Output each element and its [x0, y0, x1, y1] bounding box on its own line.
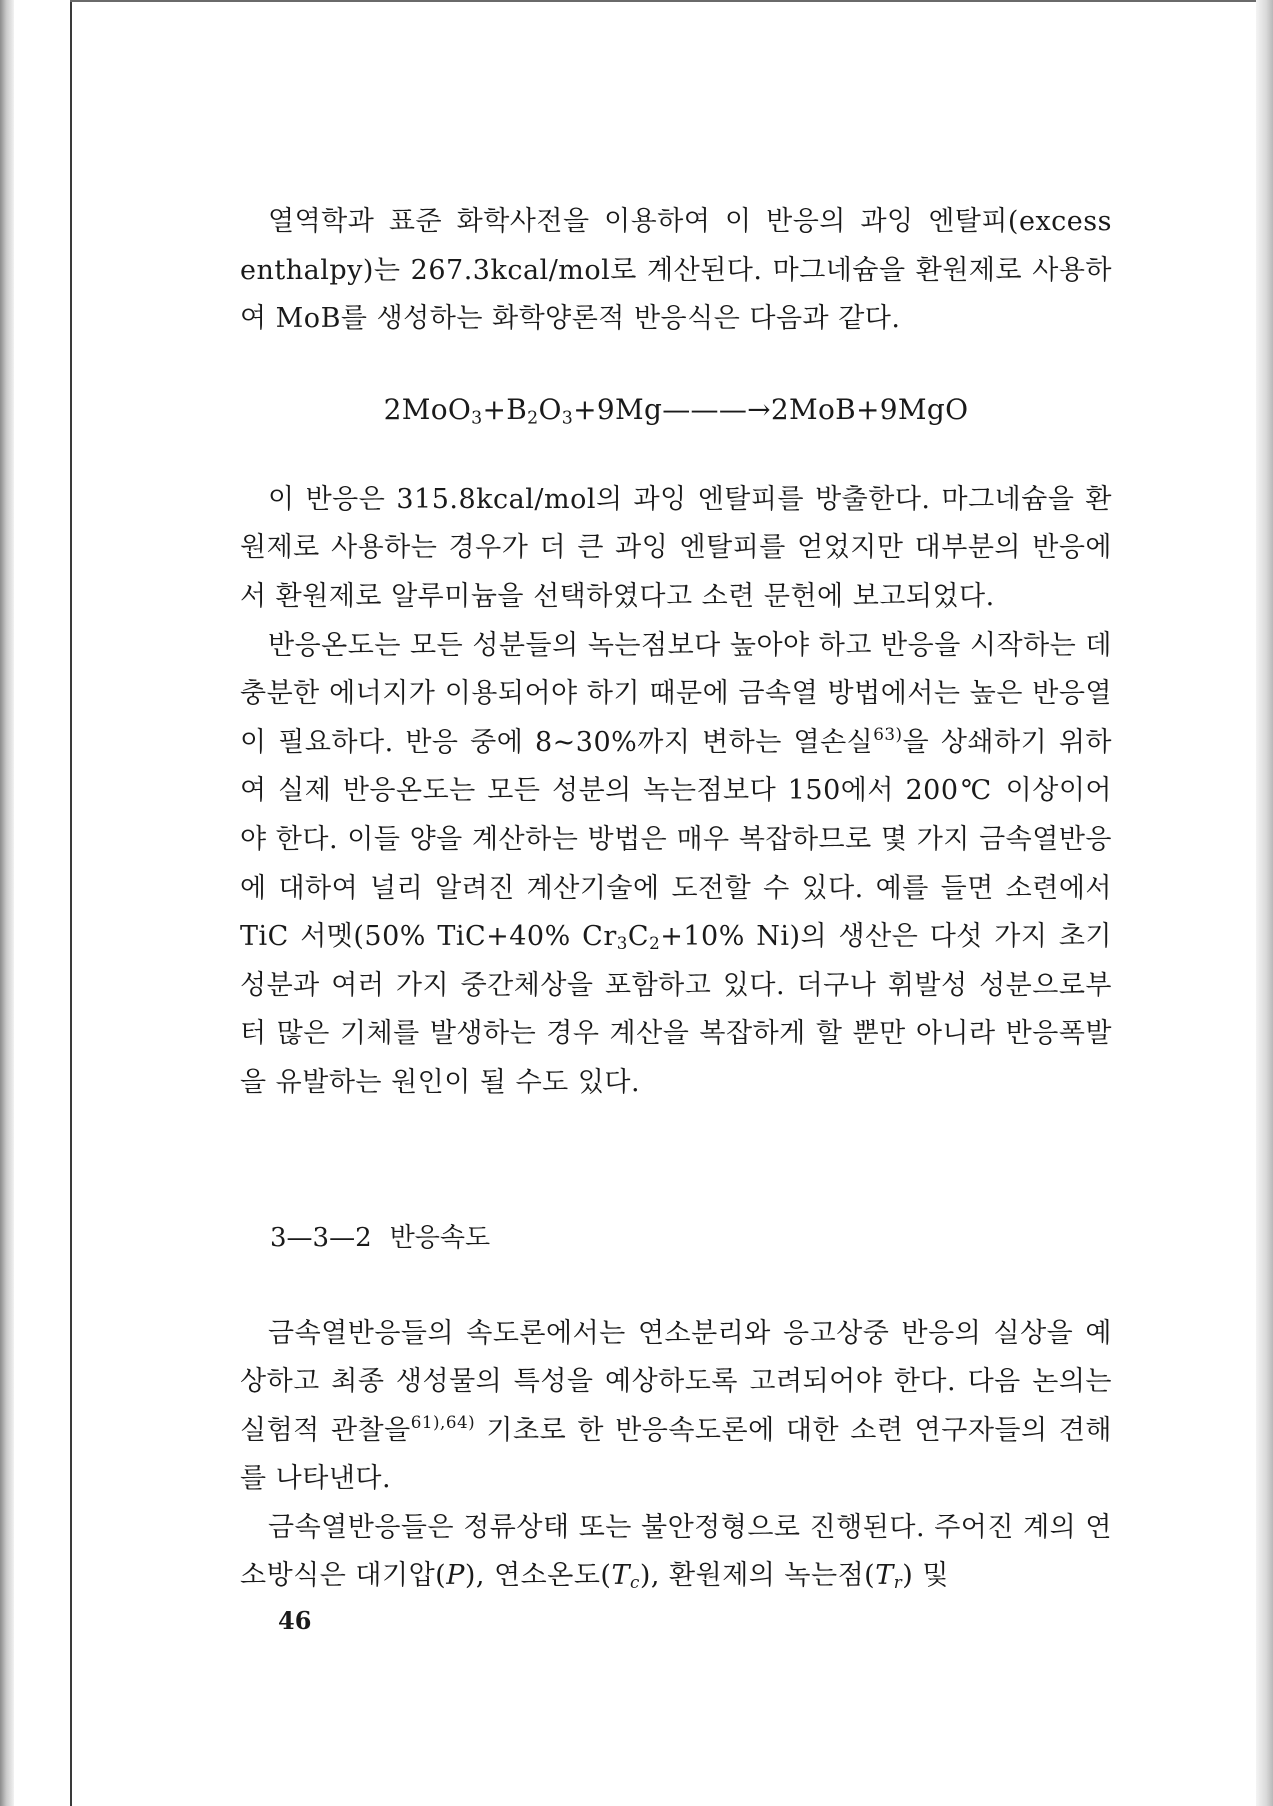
page-left-edge [70, 0, 72, 1806]
eq-products: 2MoB+9MgO [770, 392, 969, 426]
eq-moo3: 2MoO [383, 392, 472, 426]
eq-sub: 2 [527, 408, 539, 429]
eq-b2o3: +B [482, 392, 528, 426]
page-right-edge [1256, 0, 1273, 1806]
variable: T [611, 1560, 630, 1592]
text-run: 금속열반응들의 속도론에서는 연소분리와 응고상중 반응의 실상을 예상하고 최종 생성물의 특성을 예상하도록 고려되어야 한다. 다음 논의는 실험적 관찰을 [240, 1317, 1112, 1446]
text-run: ) 및 [902, 1560, 949, 1592]
reaction-equation [240, 386, 1112, 434]
section-title: 반응속도 [389, 1222, 491, 1253]
eq-sub: 3 [561, 408, 574, 429]
subscript: r [893, 1572, 903, 1593]
text-run: C [627, 921, 650, 953]
variable: P [446, 1560, 465, 1592]
binding-shadow [0, 0, 14, 1806]
page-number: 46 [278, 1606, 312, 1635]
subscript: c [629, 1572, 640, 1593]
subscript: 2 [649, 933, 661, 954]
paragraph-kinetics [240, 1310, 1112, 1504]
text-run: ), 연소온도( [464, 1560, 612, 1592]
text-run: 금속열반응들은 정류상태 또는 불안정형으로 진행된다. 주어진 계의 연소방식은 대기압( [240, 1511, 1112, 1592]
section-number: 3—3—2 [270, 1222, 372, 1253]
text-run: 기초로 한 반응속도론에 대한 소련 연구자들의 견해를 나타낸다. [240, 1414, 1112, 1495]
eq-mg: +9Mg [573, 392, 663, 426]
page-top-edge [70, 0, 1260, 2]
text-run: 반응온도는 모든 성분들의 녹는점보다 높아야 하고 반응을 시작하는 데 충분한 에너지가 이용되어야 하기 때문에 금속열 방법에서는 높은 반응열이 필요하다. 반응 중에 8~30%까지 변하는 열손실 [240, 629, 1112, 758]
reference-superscript: 63) [873, 723, 903, 744]
text-run: 을 상쇄하기 위하여 실제 반응온도는 모든 성분의 녹는점보다 150에서 200℃ 이상이어야 한다. 이들 양을 계산하는 방법은 매우 복잡하므로 몇 가지 금속열반응에 대하여 널리 알려진 계산기술에 도전할 수 있다. 예를 들면 소련에서 TiC 서멧(50% TiC+40% Cr [240, 726, 1112, 953]
variable: T [875, 1560, 894, 1592]
eq-sub: 3 [471, 408, 483, 429]
eq-arrow: ———→ [662, 392, 771, 426]
text-run: ), 환원제의 녹는점( [639, 1560, 876, 1592]
section-heading [270, 1218, 1112, 1258]
eq-o: O [538, 392, 562, 426]
paragraph-magnesium-reductant: 이 반응은 315.8kcal/mol의 과잉 엔탈피를 방출한다. 마그네슘을 환원제로 사용하는 경우가 더 큰 과잉 엔탈피를 얻었지만 대부분의 반응에서 환원제로 알루미늄을 선택하였다고 소련 문헌에 보고되었다. [240, 483, 1112, 612]
page-body [240, 198, 1112, 1601]
text-run: +10% Ni)의 생산은 다섯 가지 초기 성분과 여러 가지 중간체상을 포함하고 있다. 더구나 휘발성 성분으로부터 많은 기체를 발생하는 경우 계산을 복잡하게 할 뿐만 아니라 반응폭발을 유발하는 원인이 될 수도 있다. [240, 921, 1112, 1098]
subscript: 3 [616, 933, 628, 954]
paragraph-excess-enthalpy: 열역학과 표준 화학사전을 이용하여 이 반응의 과잉 엔탈피(excess enthalpy)는 267.3kcal/mol로 계산된다. 마그네슘을 환원제로 사용하여 MoB를 생성하는 화학양론적 반응식은 다음과 같다. [240, 206, 1112, 335]
reference-superscript: 61),64) [410, 1411, 476, 1432]
paragraph-reaction-temperature [240, 622, 1112, 1108]
paragraph-combustion-mode [240, 1504, 1112, 1601]
